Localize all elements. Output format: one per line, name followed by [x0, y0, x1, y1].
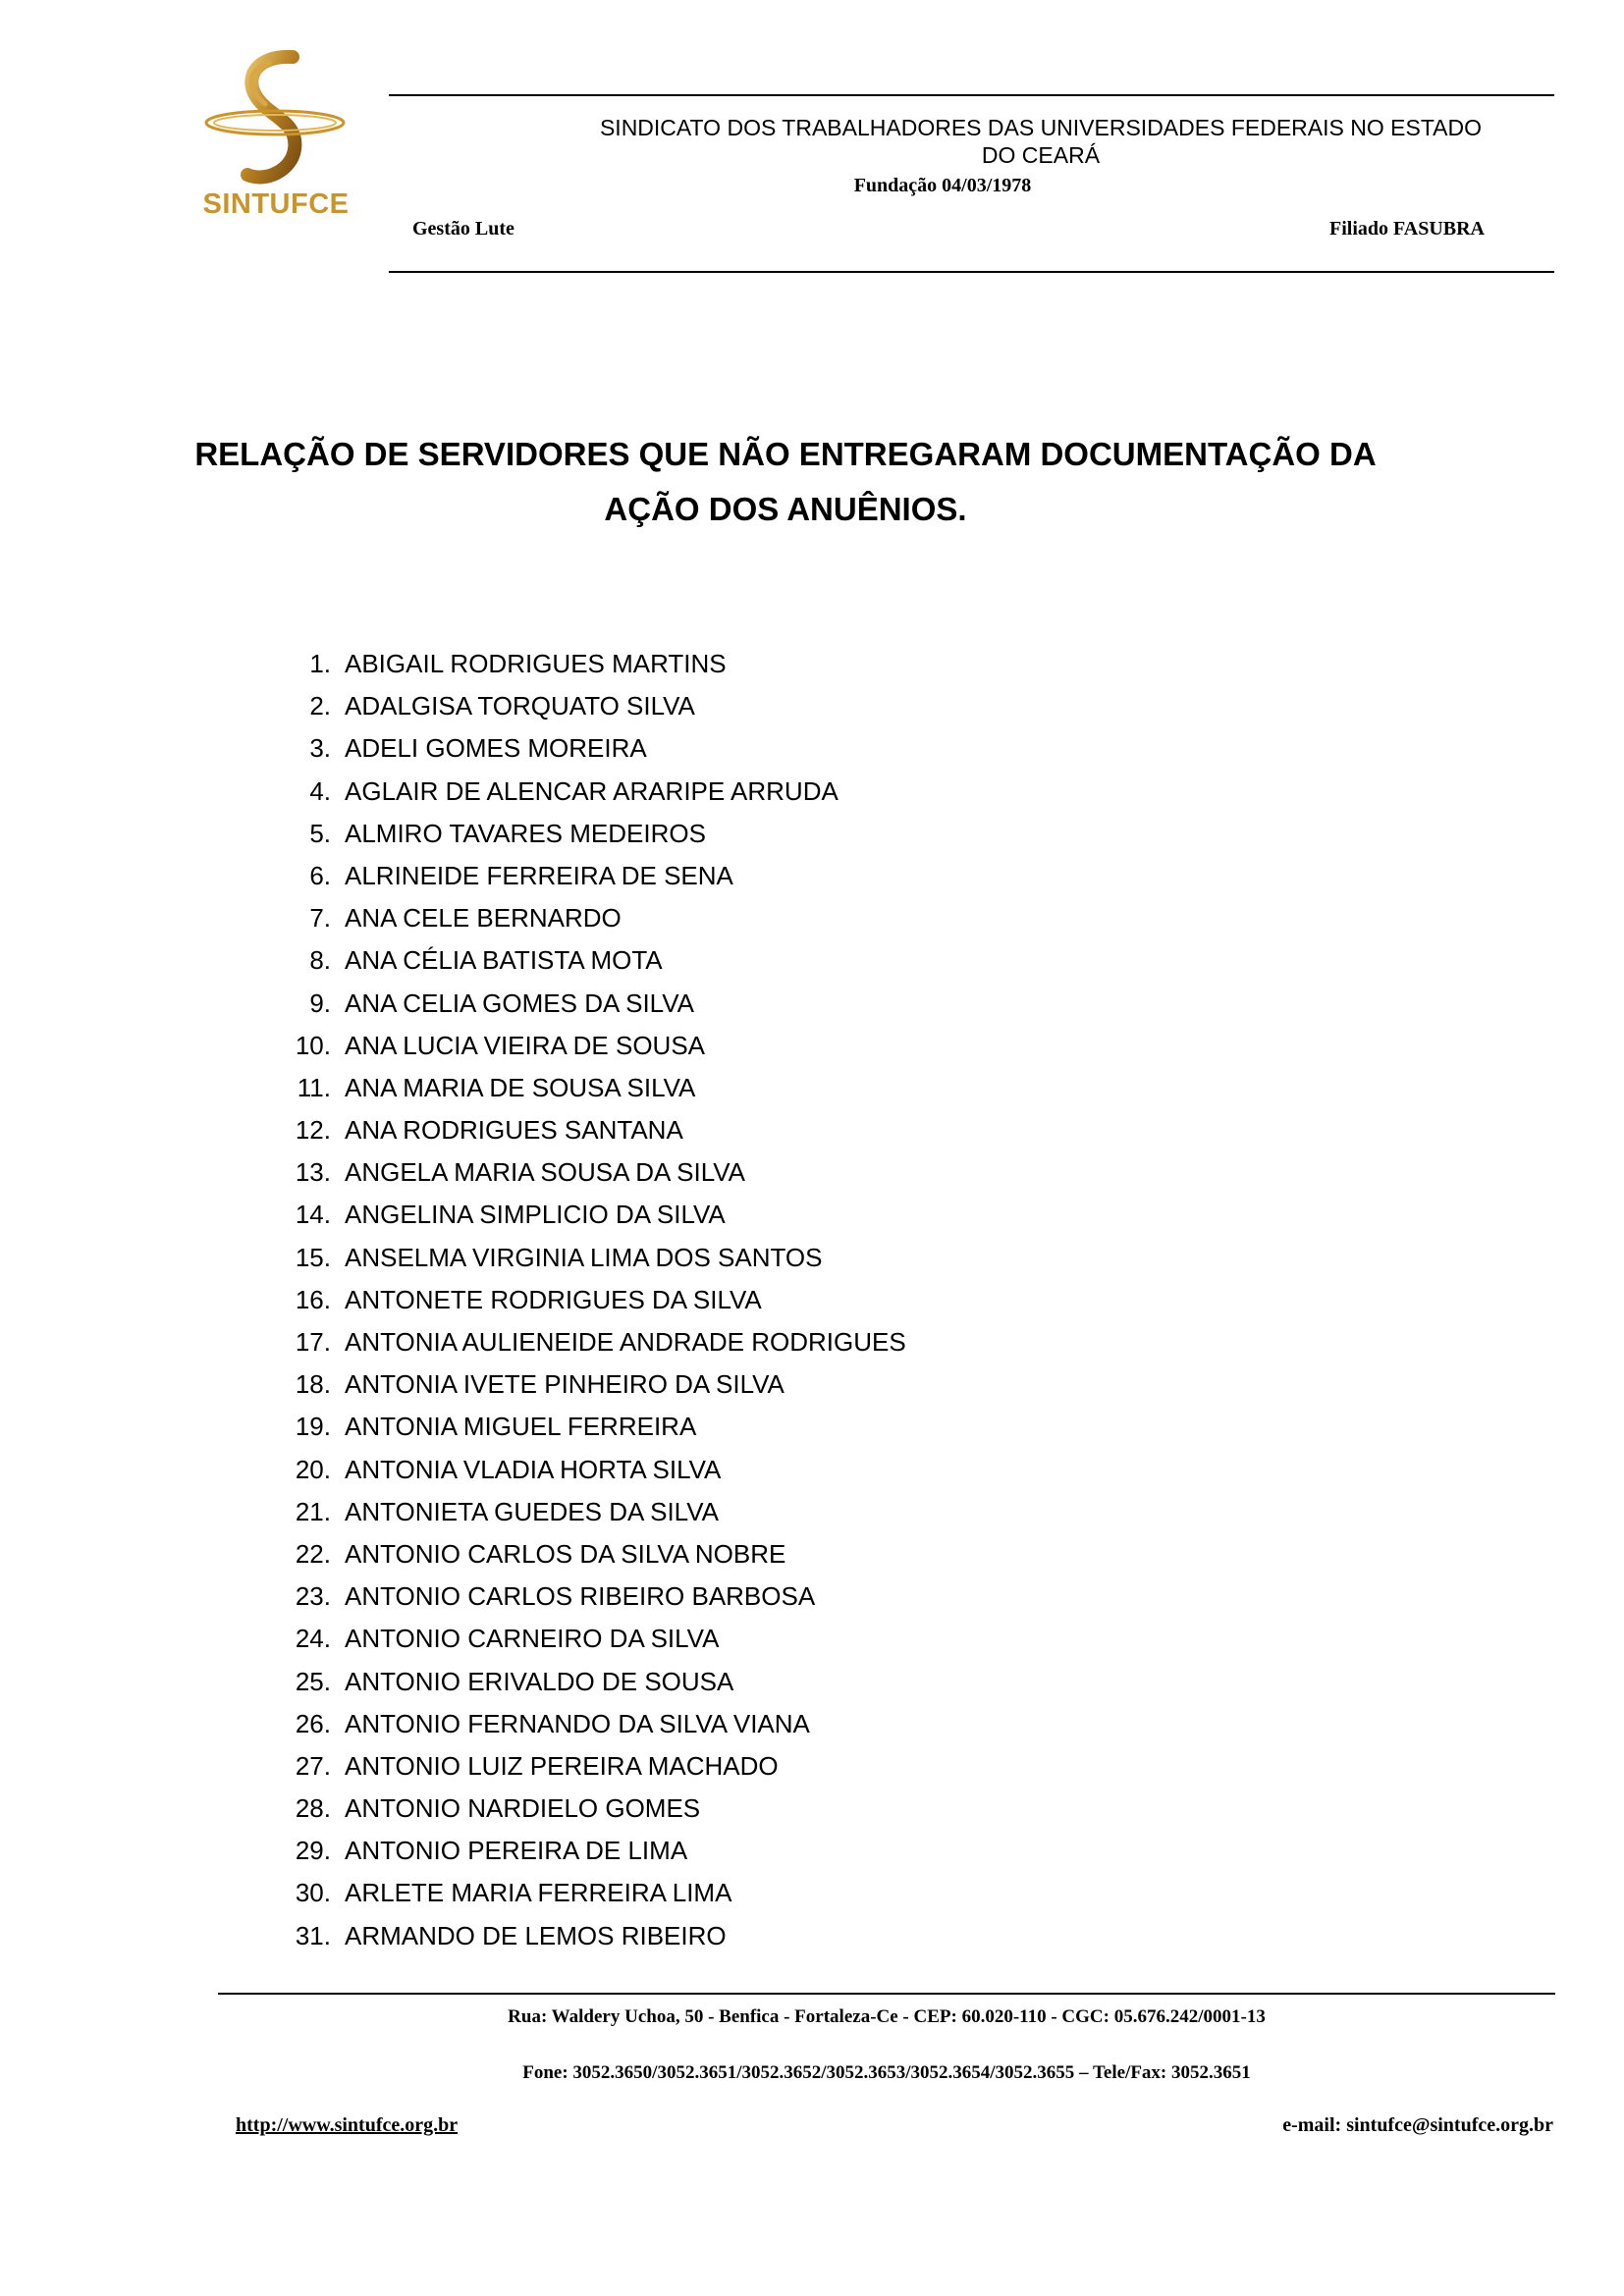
list-item-number: 27. [295, 1750, 331, 1781]
list-item [280, 1363, 906, 1406]
list-item [280, 897, 906, 939]
document-title [157, 427, 1414, 537]
list-item [280, 939, 906, 982]
list-item-name: ANA CELIA GOMES DA SILVA [345, 988, 694, 1018]
list-item-number: 18. [295, 1369, 331, 1400]
affiliation: Filiado FASUBRA [1329, 218, 1485, 240]
list-item [280, 1661, 906, 1703]
list-item [280, 1025, 906, 1067]
list-item [280, 855, 906, 897]
founding-date: Fundação 04/03/1978 [853, 175, 1032, 196]
list-item [280, 1745, 906, 1788]
list-item [280, 1194, 906, 1236]
email-address: e-mail: sintufce@sintufce.org.br [1282, 2114, 1553, 2136]
document-title-line1: RELAÇÃO DE SERVIDORES QUE NÃO ENTREGARAM DOCUMENTAÇÃO DA [194, 436, 1377, 472]
list-item [280, 983, 906, 1025]
list-item-name: ALMIRO TAVARES MEDEIROS [345, 818, 706, 848]
list-item-number: 8. [309, 945, 331, 976]
list-item-number: 21. [295, 1496, 331, 1526]
list-item-number: 9. [309, 988, 331, 1018]
list-item-number: 20. [295, 1454, 331, 1484]
list-item-name: ANTONIO FERNANDO DA SILVA VIANA [345, 1708, 810, 1738]
list-item-name: ABIGAIL RODRIGUES MARTINS [345, 649, 727, 678]
list-item-name: ANTONIA VLADIA HORTA SILVA [345, 1454, 722, 1484]
list-item-number: 22. [295, 1538, 331, 1569]
list-item-number: 28. [295, 1793, 331, 1824]
list-item [280, 1575, 906, 1618]
list-item-number: 6. [309, 860, 331, 890]
list-item [280, 1449, 906, 1491]
list-item-number: 23. [295, 1581, 331, 1612]
management-name: Gestão Lute [412, 218, 514, 240]
logo-emblem-icon [196, 49, 353, 191]
list-item-number: 29. [295, 1836, 331, 1866]
list-item-name: ANA CÉLIA BATISTA MOTA [345, 945, 663, 976]
header-bottom-rule [389, 271, 1554, 273]
header-top-rule [389, 94, 1554, 96]
list-item-name: ANTONIO LUIZ PEREIRA MACHADO [345, 1750, 779, 1781]
list-item [280, 1703, 906, 1745]
list-item-number: 15. [295, 1242, 331, 1272]
list-item-number: 1. [309, 649, 331, 678]
list-item-number: 19. [295, 1412, 331, 1442]
list-item [280, 771, 906, 813]
list-item-number: 7. [309, 903, 331, 934]
list-item [280, 727, 906, 770]
organization-name-line2: DO CEARÁ [981, 142, 1101, 168]
list-item-number: 30. [295, 1878, 331, 1908]
list-item-number: 5. [309, 818, 331, 848]
list-item-name: AGLAIR DE ALENCAR ARARIPE ARRUDA [345, 775, 839, 806]
logo-text: SINTUFCE [202, 188, 350, 220]
list-item [280, 1237, 906, 1279]
list-item [280, 1491, 906, 1533]
servers-list [280, 643, 906, 1957]
list-item-name: ANTONIO CARNEIRO DA SILVA [345, 1624, 720, 1654]
list-item [280, 1830, 906, 1872]
list-item-number: 4. [309, 775, 331, 806]
list-item-name: ANA MARIA DE SOUSA SILVA [345, 1072, 696, 1102]
list-item-name: ANGELA MARIA SOUSA DA SILVA [345, 1157, 745, 1188]
list-item-name: ANTONIO ERIVALDO DE SOUSA [345, 1666, 734, 1696]
list-item-name: ANTONETE RODRIGUES DA SILVA [345, 1284, 762, 1314]
list-item-number: 12. [295, 1115, 331, 1146]
list-item [280, 1915, 906, 1957]
list-item [280, 1321, 906, 1363]
list-item-number: 24. [295, 1624, 331, 1654]
list-item-name: ANTONIETA GUEDES DA SILVA [345, 1496, 719, 1526]
list-item-number: 26. [295, 1708, 331, 1738]
website-link[interactable]: http://www.sintufce.org.br [236, 2114, 459, 2136]
list-item [280, 1788, 906, 1830]
list-item [280, 1406, 906, 1448]
list-item [280, 1618, 906, 1660]
organization-name [550, 114, 1532, 169]
list-item-name: ANA LUCIA VIEIRA DE SOUSA [345, 1030, 706, 1060]
list-item-name: ANSELMA VIRGINIA LIMA DOS SANTOS [345, 1242, 823, 1272]
list-item-name: ANTONIO PEREIRA DE LIMA [345, 1836, 688, 1866]
list-item-name: ANA RODRIGUES SANTANA [345, 1115, 683, 1146]
list-item-number: 16. [295, 1284, 331, 1314]
list-item-name: ALRINEIDE FERREIRA DE SENA [345, 860, 733, 890]
list-item-name: ADALGISA TORQUATO SILVA [345, 691, 695, 721]
document-title-line2: AÇÃO DOS ANUÊNIOS. [604, 491, 967, 527]
list-item-name: ANTONIA IVETE PINHEIRO DA SILVA [345, 1369, 785, 1400]
footer-rule [218, 1993, 1555, 1995]
sintufce-logo [196, 49, 353, 226]
list-item [280, 685, 906, 727]
list-item [280, 1533, 906, 1575]
list-item-name: ANTONIA AULIENEIDE ANDRADE RODRIGUES [345, 1327, 906, 1357]
list-item-number: 14. [295, 1200, 331, 1230]
list-item-name: ARLETE MARIA FERREIRA LIMA [345, 1878, 732, 1908]
list-item [280, 643, 906, 685]
list-item [280, 1872, 906, 1914]
list-item-number: 25. [295, 1666, 331, 1696]
list-item-number: 10. [295, 1030, 331, 1060]
list-item [280, 1109, 906, 1151]
list-item-name: ANA CELE BERNARDO [345, 903, 622, 934]
list-item-name: ADELI GOMES MOREIRA [345, 733, 647, 764]
list-item-name: ANTONIA MIGUEL FERREIRA [345, 1412, 697, 1442]
list-item-name: ANTONIO NARDIELO GOMES [345, 1793, 701, 1824]
list-item [280, 1151, 906, 1194]
list-item-number: 11. [297, 1072, 331, 1102]
list-item-number: 3. [309, 733, 331, 764]
footer-phones: Fone: 3052.3650/3052.3651/3052.3652/3052.3653/3052.3654/3052.3655 – Tele/Fax: 3052.3651 [522, 2062, 1251, 2083]
list-item-name: ANGELINA SIMPLICIO DA SILVA [345, 1200, 726, 1230]
list-item-number: 31. [295, 1920, 331, 1950]
list-item-number: 17. [295, 1327, 331, 1357]
list-item [280, 1067, 906, 1109]
list-item-name: ARMANDO DE LEMOS RIBEIRO [345, 1920, 727, 1950]
list-item-name: ANTONIO CARLOS RIBEIRO BARBOSA [345, 1581, 816, 1612]
list-item [280, 1279, 906, 1321]
list-item-name: ANTONIO CARLOS DA SILVA NOBRE [345, 1538, 786, 1569]
organization-name-line1: SINDICATO DOS TRABALHADORES DAS UNIVERSIDADES FEDERAIS NO ESTADO [599, 115, 1483, 140]
list-item-number: 2. [309, 691, 331, 721]
list-item [280, 813, 906, 855]
footer-address: Rua: Waldery Uchoa, 50 - Benfica - Fortaleza-Ce - CEP: 60.020-110 - CGC: 05.676.242/0001-13 [508, 2006, 1266, 2027]
list-item-number: 13. [295, 1157, 331, 1188]
